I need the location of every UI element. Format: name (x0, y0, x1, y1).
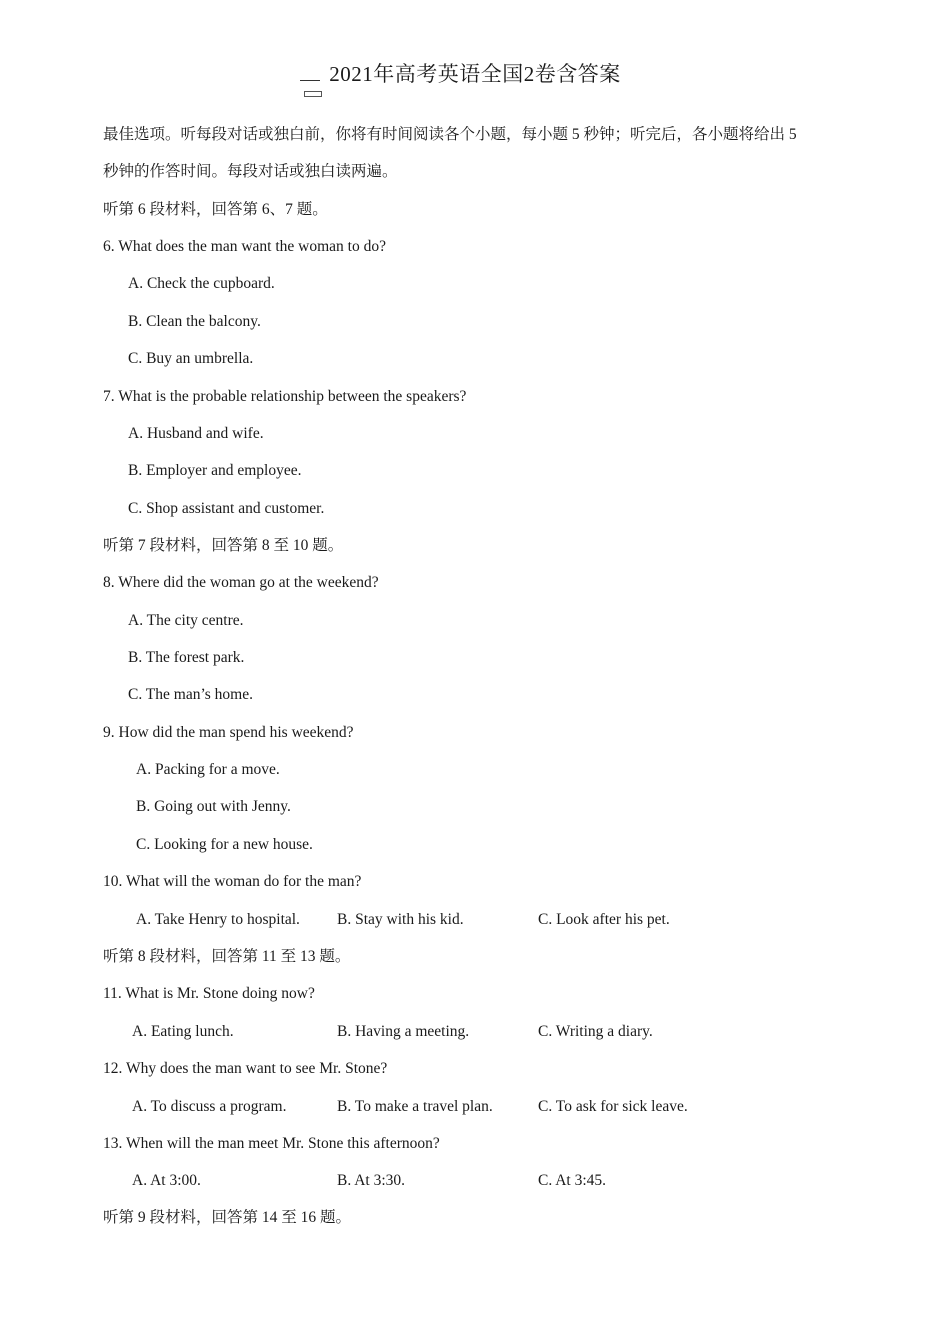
option-11a: A. Eating lunch. (132, 1023, 234, 1040)
option-7c: C. Shop assistant and customer. (128, 500, 325, 517)
question-11: 11. What is Mr. Stone doing now? (103, 985, 315, 1002)
option-8c: C. The man’s home. (128, 686, 253, 703)
option-13c: C. At 3:45. (538, 1172, 607, 1189)
title-underline (300, 80, 320, 81)
option-10c: C. Look after his pet. (538, 911, 670, 928)
option-7a: A. Husband and wife. (128, 425, 264, 442)
question-10: 10. What will the woman do for the man? (103, 873, 362, 890)
title-mark (304, 91, 322, 97)
section-heading-8: 听第 8 段材料，回答第 11 至 13 题。 (103, 948, 351, 965)
section-heading-6: 听第 6 段材料，回答第 6、7 题。 (103, 201, 328, 218)
question-6: 6. What does the man want the woman to do? (103, 238, 386, 255)
intro-line-2: 秒钟的作答时间。每段对话或独白读两遍。 (103, 163, 398, 180)
intro-line-1: 最佳选项。听每段对话或独白前，你将有时间阅读各个小题，每小题 5 秒钟；听完后，各小题将给出 5 (103, 126, 797, 143)
option-12c: C. To ask for sick leave. (538, 1098, 688, 1115)
option-10a: A. Take Henry to hospital. (136, 911, 300, 928)
option-9a: A. Packing for a move. (136, 761, 280, 778)
option-11b: B. Having a meeting. (337, 1023, 470, 1040)
option-8a: A. The city centre. (128, 612, 244, 629)
option-12a: A. To discuss a program. (132, 1098, 287, 1115)
question-13: 13. When will the man meet Mr. Stone this afternoon? (103, 1135, 440, 1152)
page-title: 2021年高考英语全国2卷含答案 (329, 62, 621, 86)
section-heading-9: 听第 9 段材料，回答第 14 至 16 题。 (103, 1209, 352, 1226)
option-10b: B. Stay with his kid. (337, 911, 464, 928)
option-9b: B. Going out with Jenny. (136, 798, 291, 815)
option-12b: B. To make a travel plan. (337, 1098, 493, 1115)
option-7b: B. Employer and employee. (128, 462, 302, 479)
option-6b: B. Clean the balcony. (128, 313, 261, 330)
option-13a: A. At 3:00. (132, 1172, 201, 1189)
option-11c: C. Writing a diary. (538, 1023, 653, 1040)
option-8b: B. The forest park. (128, 649, 245, 666)
question-9: 9. How did the man spend his weekend? (103, 724, 354, 741)
question-7: 7. What is the probable relationship between the speakers? (103, 388, 467, 405)
option-6c: C. Buy an umbrella. (128, 350, 254, 367)
question-12: 12. Why does the man want to see Mr. Stone? (103, 1060, 388, 1077)
option-9c: C. Looking for a new house. (136, 836, 313, 853)
section-heading-7: 听第 7 段材料，回答第 8 至 10 题。 (103, 537, 344, 554)
option-13b: B. At 3:30. (337, 1172, 406, 1189)
option-6a: A. Check the cupboard. (128, 275, 275, 292)
question-8: 8. Where did the woman go at the weekend? (103, 574, 379, 591)
